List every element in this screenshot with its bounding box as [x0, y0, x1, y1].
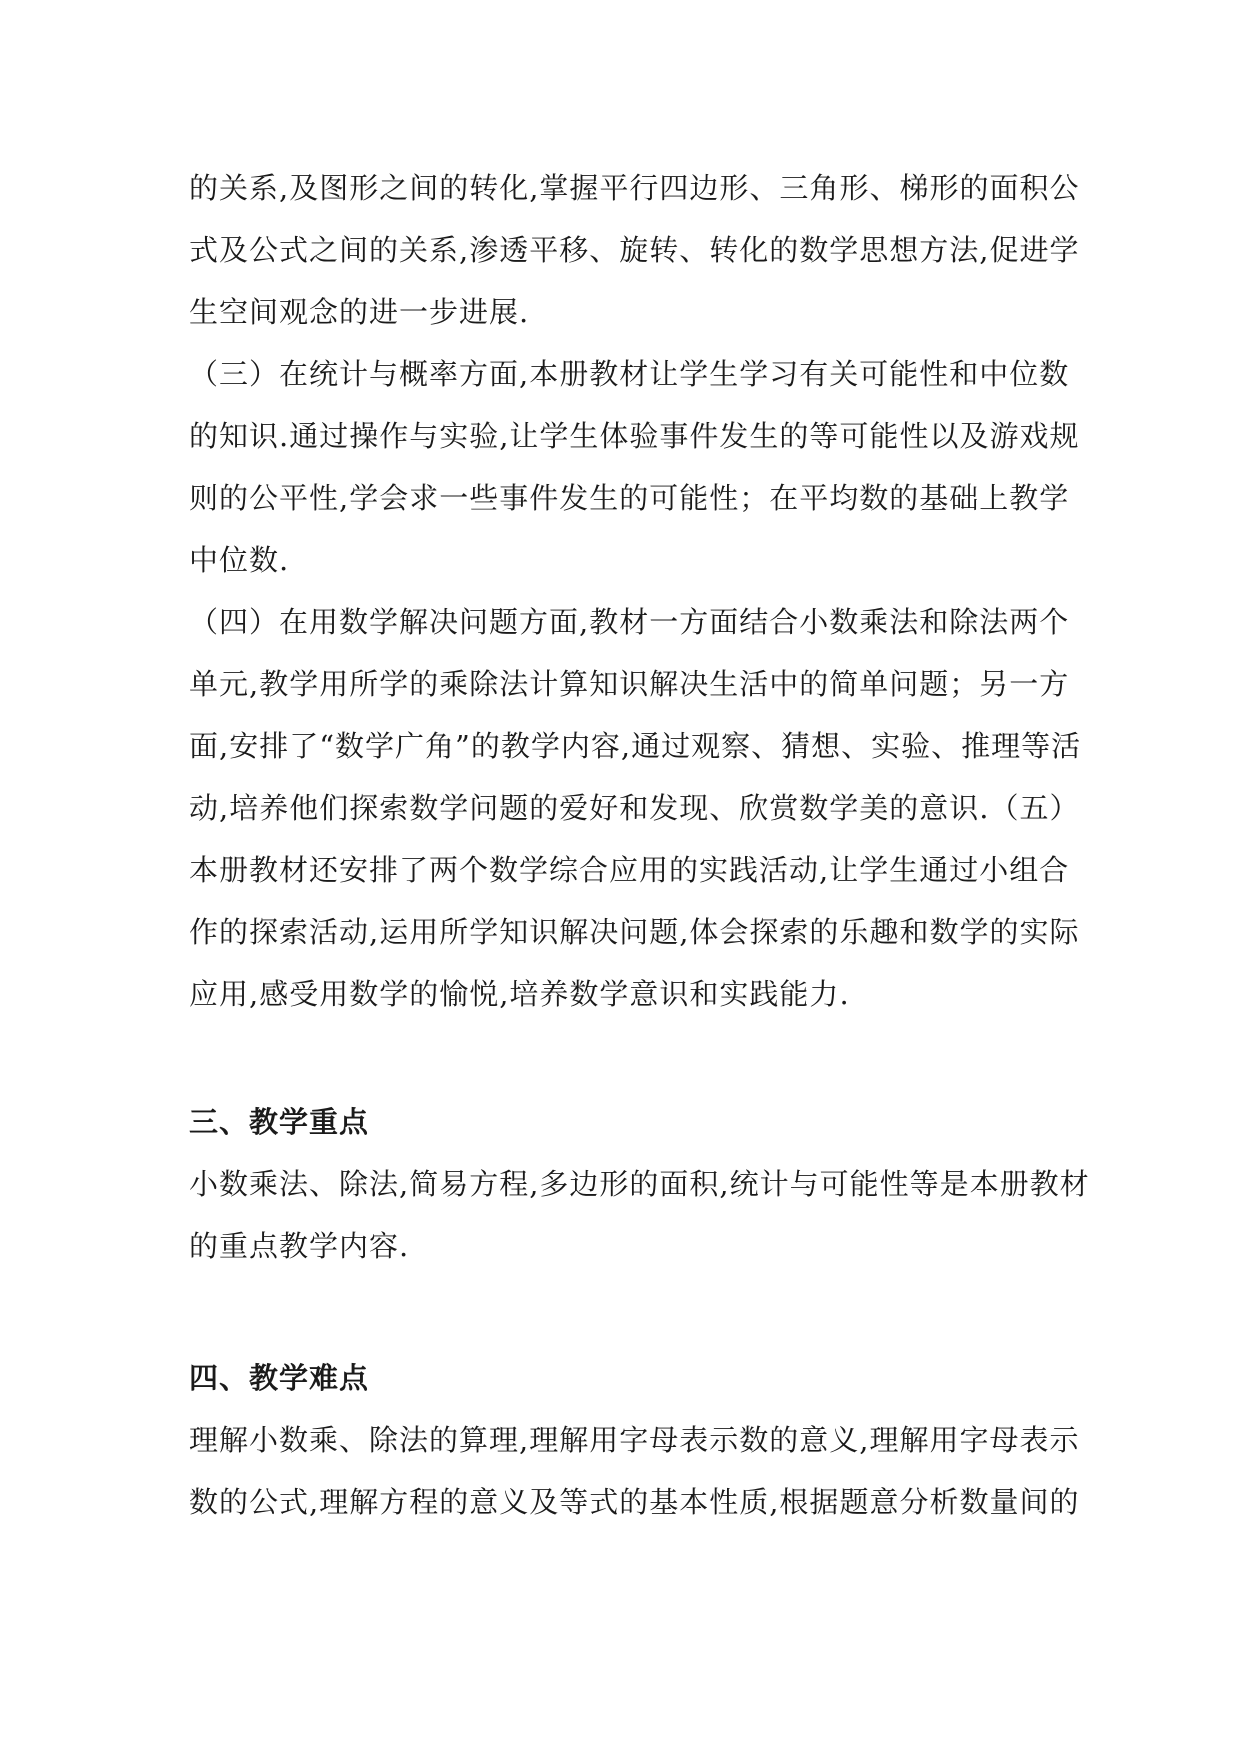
section-difficulties: [189, 1352, 1080, 1538]
text-line: 的知识.通过操作与实验,让学生体验事件发生的等可能性以及游戏规: [189, 419, 1080, 453]
section-spacer: [189, 1282, 1059, 1352]
text-line: 单元,教学用所学的乘除法计算知识解决生活中的简单问题；另一方: [189, 667, 1070, 701]
text-line: 数的公式,理解方程的意义及等式的基本性质,根据题意分析数量间的: [189, 1485, 1080, 1519]
text-line: 的关系,及图形之间的转化,掌握平行四边形、三角形、梯形的面积公: [189, 171, 1080, 205]
text-line: 生空间观念的进一步进展.: [189, 295, 530, 329]
section-key-points: [189, 1096, 1090, 1282]
text-line: 面,安排了“数学广角”的教学内容,通过观察、猜想、实验、推理等活: [189, 729, 1082, 763]
section-heading: 四、教学难点: [189, 1361, 370, 1395]
text-line: 动,培养他们探索数学问题的爱好和发现、欣赏数学美的意识.（五）: [189, 791, 1080, 825]
section-heading: 三、教学重点: [189, 1105, 370, 1139]
document-page: [189, 162, 1090, 1538]
text-line: 本册教材还安排了两个数学综合应用的实践活动,让学生通过小组合: [189, 853, 1070, 887]
text-line: 则的公平性,学会求一些事件发生的可能性；在平均数的基础上教学: [189, 481, 1070, 515]
text-line: 的重点教学内容.: [189, 1229, 410, 1263]
text-line: 中位数.: [189, 543, 290, 577]
text-line: （三）在统计与概率方面,本册教材让学生学习有关可能性和中位数: [189, 357, 1070, 391]
text-line: 应用,感受用数学的愉悦,培养数学意识和实践能力.: [189, 977, 850, 1011]
text-line: 作的探索活动,运用所学知识解决问题,体会探索的乐趣和数学的实际: [189, 915, 1080, 949]
paragraph-problem-solving: [189, 596, 1082, 1030]
text-line: （四）在用数学解决问题方面,教材一方面结合小数乘法和除法两个: [189, 605, 1070, 639]
section-spacer: [189, 1030, 1059, 1096]
text-line: 小数乘法、除法,简易方程,多边形的面积,统计与可能性等是本册教材: [189, 1167, 1090, 1201]
paragraph-statistics: [189, 348, 1080, 596]
text-line: 理解小数乘、除法的算理,理解用字母表示数的意义,理解用字母表示: [189, 1423, 1080, 1457]
text-line: 式及公式之间的关系,渗透平移、旋转、转化的数学思想方法,促进学: [189, 233, 1080, 267]
paragraph-continued: [189, 162, 1080, 348]
